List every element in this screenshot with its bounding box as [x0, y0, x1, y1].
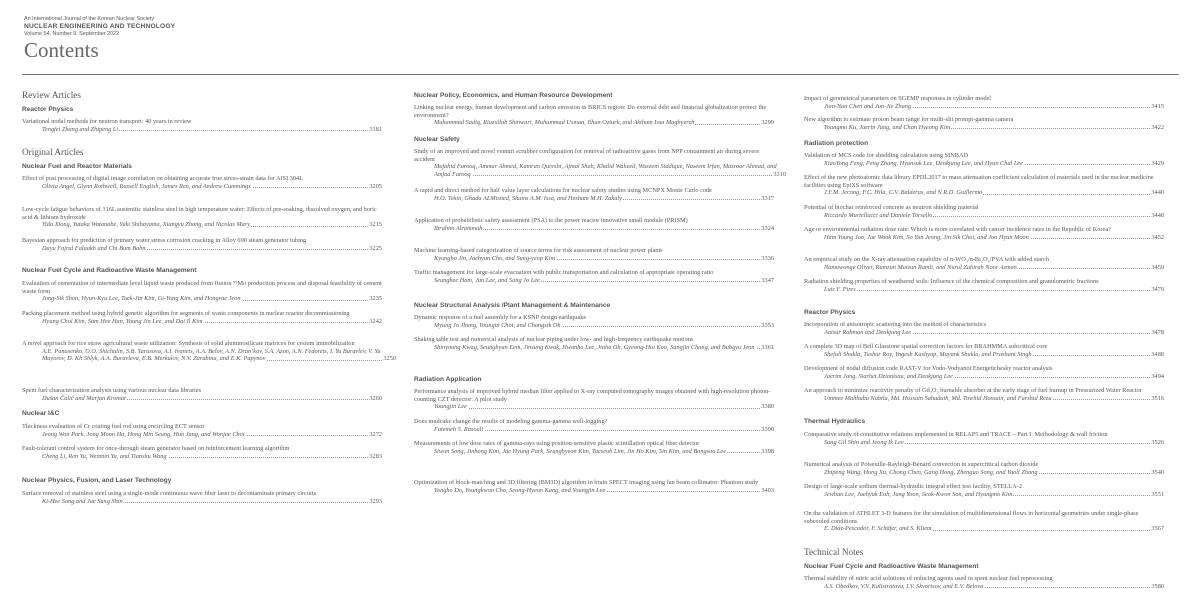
article-title[interactable]: Validation of MCS code for shielding calculation using SINBAD: [804, 152, 969, 159]
article-title[interactable]: Linking nuclear energy, human development and carbon emission in BRICS region: Do external debt and financial globalization protect the environment?: [414, 104, 767, 119]
article-entry[interactable]: [804, 116, 1164, 131]
article-title[interactable]: Thermal stability of nitric acid solutions of reducing agents used in spent nuclear fuel reprocessing: [804, 575, 1053, 582]
article-authors: Kyungho Jin, Jaehyun Cho, and Sung-yeop Kim: [434, 254, 556, 262]
article-authors-line: [804, 469, 1164, 477]
article-title[interactable]: An approach to minimize reactivity penalty of Gd₂O₃ burnable absorber at the early stage of fuel burnup in Pressurized Water Reactor: [804, 387, 1142, 394]
article-authors: Ibrahim Alrammah: [434, 224, 483, 232]
article-entry[interactable]: [414, 217, 774, 232]
page-number[interactable]: 3526: [1151, 438, 1164, 446]
article-entry[interactable]: [414, 336, 774, 351]
dot-leader: [824, 290, 1150, 291]
subsection-heading: Nuclear Safety: [414, 136, 460, 143]
article-authors-line: [804, 583, 1164, 591]
article-title[interactable]: Radiation shielding properties of weathered soils: Influence of the chemical composition and granulometric fractions: [804, 278, 1099, 285]
page-number[interactable]: 3567: [1151, 525, 1164, 533]
article-authors: Dayu Fajrul Falaakh and Chi Bum Bahn: [42, 244, 146, 252]
article-authors: Zhipeng Wang, Hong Xu, Chong Chen, Gang Hong, Zhenguo Song, and Yaoli Zhang: [824, 468, 1038, 476]
article-entry[interactable]: [804, 387, 1164, 402]
article-authors: Mujahid Farooq, Ammar Ahmed, Kamran Qureshi, Ajmal Shah, Khalid Waheed, Waseem Siddique, Naseem Irfan, Masroor Ahmad, and Amjad Farooq: [434, 163, 777, 178]
article-authors-line: [414, 448, 774, 456]
article-entry[interactable]: [804, 256, 1164, 271]
article-entry[interactable]: [22, 280, 382, 303]
article-title[interactable]: Measurements of low dose rates of gamma-rays using position-sensitive plastic scintillation optical fiber detector: [414, 440, 700, 447]
article-title[interactable]: Optimization of block-matching and 3D filtering (BM3D) algorithm in brain SPECT imaging using fan beam collimator: Phantom study: [414, 479, 759, 486]
article-authors-line: [414, 403, 774, 411]
page-number[interactable]: 3235: [369, 295, 382, 303]
page-number[interactable]: 3540: [1151, 468, 1164, 476]
article-authors: Jian-Nan Chen and Jun-Jie Zhang: [824, 102, 912, 110]
article-entry[interactable]: [804, 461, 1164, 476]
article-authors-line: [804, 373, 1164, 381]
section-heading: Review Articles: [22, 90, 81, 100]
page-number[interactable]: 3380: [761, 403, 774, 411]
article-authors-line: [804, 439, 1164, 447]
article-authors-line: [22, 183, 382, 191]
page-number[interactable]: 3494: [1151, 372, 1164, 380]
article-title[interactable]: Effect of post processing of digital image correlation on obtaining accurate true stress-strain data for AISI 304L: [22, 175, 304, 182]
dot-leader: [434, 175, 772, 176]
article-authors-line: [414, 426, 774, 434]
section-heading: Original Articles: [22, 147, 84, 157]
article-title[interactable]: Application of probabilistic safety assessment (PSA) to the power reactor innovative small module (PRISM): [414, 217, 688, 224]
page-number[interactable]: 3580: [1151, 582, 1164, 590]
article-entry[interactable]: [22, 118, 382, 133]
page-number[interactable]: 3283: [369, 452, 382, 460]
page-number[interactable]: 3260: [369, 394, 382, 402]
article-title[interactable]: Bayesian approach for prediction of primary water stress corrosion cracking in Alloy 690 steam generator tubing: [22, 237, 307, 244]
article-entry[interactable]: [804, 95, 1164, 110]
article-authors: H.O. Tekin, Ghada ALMisned, Shams A.M. Issa, and Hesham M.H. Zakaly: [434, 194, 622, 202]
article-authors: XiaoYong Feng, Peng Zhang, Hyunsuk Lee, Deokjung Lee, and Hyun Chul Lee: [824, 159, 1023, 167]
article-authors: Tengfei Zhang and Zhipeng Li: [42, 125, 119, 133]
article-authors-line: [414, 195, 774, 203]
issue-info: Volume 54, Number 9, September 2022: [24, 31, 119, 37]
article-entry[interactable]: [414, 440, 774, 455]
subsection-heading: Nuclear Fuel Cycle and Radioactive Waste Management: [22, 267, 197, 274]
article-entry[interactable]: [804, 278, 1164, 293]
article-title[interactable]: Study of an improved and novel venturi scrubber configuration for removal of radioactive gases from NPP containment air during severe accident: [414, 148, 760, 163]
article-entry[interactable]: [804, 174, 1164, 197]
article-authors-line: [22, 453, 382, 461]
article-authors: Jewhan Lee, Jaehyuk Eoh, Jung Yoon, Seok-Kwon Son, and Hyungmo Kim: [824, 490, 1013, 498]
article-entry[interactable]: [22, 490, 382, 505]
article-entry[interactable]: [414, 479, 774, 494]
article-title[interactable]: Fault-tolerant control system for once-through steam generator based on reinforcement learning algorithm: [22, 445, 290, 452]
article-entry[interactable]: [414, 247, 774, 262]
article-title[interactable]: Thickness evaluation of Cr coating fuel rod using encircling ECT sensor: [22, 423, 205, 430]
article-entry[interactable]: [22, 206, 382, 229]
subsection-heading: Nuclear Physics, Fusion, and Laser Technology: [22, 477, 172, 484]
article-authors-line: [414, 487, 774, 495]
article-entry[interactable]: [22, 340, 396, 363]
article-title[interactable]: Shaking table test and numerical analysis of nuclear piping under low- and high-frequency earthquake motions: [414, 336, 694, 343]
article-authors: Ki-Hee Song and Jae Sung Shin: [42, 497, 123, 505]
article-authors: Fatemeh S. Rasouli: [434, 425, 484, 433]
article-authors: Jong-Sik Shon, Hyun-Kyu Lee, Tack-Jin Kim, Gi-Yong Kim, and Hongrae Jeon: [42, 295, 241, 303]
subsection-heading: Nuclear Policy, Economics, and Human Resource Development: [414, 92, 613, 99]
page-number[interactable]: 3516: [1151, 394, 1164, 402]
subsection-heading: Radiation protection: [804, 140, 869, 147]
article-authors-line: [804, 351, 1164, 359]
article-entry[interactable]: [804, 152, 1164, 167]
article-entry[interactable]: [804, 204, 1164, 219]
article-authors-line: [804, 491, 1164, 499]
subsection-heading: Thermal Hydraulics: [804, 418, 866, 425]
article-entry[interactable]: [414, 269, 774, 284]
article-authors: Cheng Li, Ren Yu, Wenmin Yu, and Tianshu Wang: [42, 452, 167, 460]
article-authors-line: [414, 255, 774, 263]
page-number[interactable]: 3551: [1151, 490, 1164, 498]
article-title[interactable]: Effect of the new photoatomic data library EPDL2017 to mass attenuation coefficient calculation of materials used in the nuclear medicine facilities using EpiXS software: [804, 174, 1154, 189]
page-number[interactable]: 3429: [1151, 159, 1164, 167]
article-title[interactable]: An empirical study on the X-ray attenuation capability of n-WO₃/n-Bi₂O₃/PVA with added starch: [804, 256, 1049, 263]
article-entry[interactable]: [804, 431, 1164, 446]
page-title: Contents: [24, 38, 99, 62]
page-number[interactable]: 3361: [761, 343, 774, 351]
subsection-heading: Nuclear Structural Analysis /Plant Management & Maintenance: [414, 302, 611, 309]
article-authors-line: [414, 277, 774, 285]
society-line: An International Journal of the Korean Nuclear Society: [24, 16, 155, 22]
article-authors-line: [804, 124, 1164, 132]
article-entry[interactable]: [804, 483, 1164, 498]
article-authors-line: [22, 221, 382, 229]
article-authors-line: [804, 160, 1164, 168]
article-authors: Muhammad Sadiq, Riazullah Shinwari, Muhammad Usman, Ilhan Ozturk, and Aktham Issa Maghyereh: [434, 119, 695, 127]
article-title[interactable]: Variational nodal methods for neutron transport: 40 years in review: [22, 118, 192, 125]
article-entry[interactable]: [22, 237, 382, 252]
article-authors-line: [22, 318, 382, 326]
article-authors: Dušan Čalič and Marjan Kromar: [42, 394, 127, 402]
article-authors: Riccardo Martellucci and Daniele Torsello: [824, 211, 933, 219]
page-number[interactable]: 3225: [369, 244, 382, 252]
article-title[interactable]: Does mudcake change the results of modeling gamma-gamma well-logging?: [414, 418, 608, 425]
article-entry[interactable]: [804, 575, 1164, 590]
article-title[interactable]: Incorporation of anisotropic scattering into the method of characteristics: [804, 321, 987, 328]
article-title[interactable]: A complete 3D map of Bell Glasstone spatial correction factors for BRAHMMA subcritical core: [804, 343, 1048, 350]
article-title[interactable]: Comparative study of constitutive relations implemented in RELAP5 and TRACE – Part I: Methodology & wall friction: [804, 431, 1108, 438]
article-title[interactable]: A rapid and direct method for half value layer calculations for nuclear safety studies using MCNPX Monte Carlo code: [414, 187, 712, 194]
article-entry[interactable]: [414, 187, 774, 202]
article-authors: Shinyoung Kwag, Seunghyun Eem, Jinsung Kwak, Hwanho Lee, Jinho Oh, Gyeong-Hoi Koo, Sungjin Chang, and Bubgyu Jeon: [434, 343, 755, 351]
article-authors: Yongho Do, Youngkwon Cho, Seong-Hyeon Kang, and Youngjin Lee: [434, 486, 606, 494]
article-authors: Namuwonge Oliver, Ramzun Maizan Ramli, and Nurul Zahirah Noor Azman: [824, 263, 1017, 271]
page-number[interactable]: 3205: [369, 182, 382, 190]
page-number[interactable]: 3403: [761, 486, 774, 494]
article-title[interactable]: Packing placement method using hybrid genetic algorithm for segments of waste components in nuclear reactor decommissioning: [22, 310, 350, 317]
page-number[interactable]: 3317: [761, 194, 774, 202]
article-title[interactable]: Age or environmental radiation dose rate: Which is more correlated with cancer incidence rates in the Republic of Korea?: [804, 226, 1111, 233]
article-authors: Jaerim Jang, Siarhei Dzianisau, and Deokjung Lee: [824, 372, 953, 380]
page-number[interactable]: 3336: [761, 254, 774, 262]
journal-name: NUCLEAR ENGINEERING AND TECHNOLOGY: [24, 23, 176, 30]
article-authors: Youngjin Lee: [434, 403, 467, 411]
page-number[interactable]: 3488: [1151, 350, 1164, 358]
article-authors: Siwon Song, Jinhong Kim, Jae Hyung Park, Seunghyeon Kim, Taeseob Lim, Jin Ho Kim, Sin Kim, and Bongsoo Lee: [434, 447, 727, 455]
article-entry[interactable]: [22, 175, 382, 190]
article-title[interactable]: Dynamic response of a fuel assembly for a KSNP design earthquake: [414, 314, 587, 321]
article-authors-line: [414, 322, 774, 330]
article-entry[interactable]: [22, 387, 382, 402]
article-title[interactable]: Surface removal of stainless steel using a single-mode continuous wave fiber laser to decontaminate primary circuits: [22, 490, 316, 497]
article-title[interactable]: Numerical analysis of Poiseuille-Rayleigh-Bénard convection in supercritical carbon dioxide: [804, 461, 1039, 468]
subsection-heading: Nuclear Fuel Cycle and Radioactive Waste Management: [804, 563, 979, 570]
article-entry[interactable]: [804, 365, 1164, 380]
article-authors: J.F.M. Jecong, F.C. Hila, C.V. Balderas, and N.R.D. Guillermo: [824, 189, 983, 197]
page-number[interactable]: 3242: [369, 317, 382, 325]
subsection-heading: Nuclear I&C: [22, 410, 60, 417]
journal-masthead: [24, 16, 1184, 61]
article-authors: Hyung Chol Kim, Sam Hee Han, Young Jin Lee, and Dai Il Kim: [42, 317, 203, 325]
article-authors-line: [22, 245, 382, 253]
article-title[interactable]: Spent fuel characterization analysis using various nuclear data libraries: [22, 387, 202, 394]
article-authors: Yida Xiong, Yutaka Watanabe, Yuki Shibayama, Xiangyu Zhong, and Nicolas Mary: [42, 221, 251, 229]
article-title[interactable]: Performance analysis of improved hybrid median filter applied to X-ray computed tomography images obtained with high-resolution photon-counting CZT detector: A pilot study: [414, 388, 771, 403]
article-authors: Youngmo Ku, Jaerin Jung, and Chan Hyeong Kim: [824, 123, 951, 131]
article-authors-line: [414, 119, 774, 127]
article-title[interactable]: Traffic management for large-scale evacuation with public transportation and calculation of appropriate operating ratio: [414, 269, 714, 276]
subsection-heading: Reactor Physics: [22, 106, 74, 113]
header-divider: [22, 74, 1179, 75]
article-authors: Shefali Shukla, Tushar Roy, Yogesh Kashyap, Mayank Shukla, and Prashant Singh: [824, 350, 1032, 358]
article-title[interactable]: Evaluation of cementation of intermediate level liquid waste produced from fission ⁹⁹Mo production process and disposal feasibility of cement waste form: [22, 280, 382, 295]
article-authors: Olivia Angel, Glynn Rothwell, Russell English, James Ren, and Andrew Cummings: [42, 182, 251, 190]
article-entry[interactable]: [414, 388, 774, 411]
article-authors-line: [804, 234, 1164, 242]
page-number[interactable]: 3347: [761, 276, 774, 284]
article-title[interactable]: Machine learning-based categorization of source terms for risk assessment of nuclear power plants: [414, 247, 663, 254]
section-heading: Technical Notes: [804, 547, 864, 557]
page-number[interactable]: 3470: [1151, 285, 1164, 293]
page-number[interactable]: 3390: [761, 425, 774, 433]
article-title[interactable]: Impact of geometrical parameters on SGEMP responses in cylinder model: [804, 95, 992, 102]
article-entry[interactable]: [414, 418, 774, 433]
article-entry[interactable]: [414, 148, 786, 178]
article-authors-line: [804, 395, 1164, 403]
article-authors: Luiz F. Pires: [824, 285, 856, 293]
article-authors-line: [804, 286, 1164, 294]
article-title[interactable]: New algorithm to estimate proton beam range for multi-slit prompt-gamma camera: [804, 116, 1014, 123]
page-number[interactable]: 3250: [383, 355, 396, 363]
article-entry[interactable]: [414, 104, 774, 127]
article-authors-line: [414, 163, 786, 178]
subsection-heading: Radiation Application: [414, 376, 482, 383]
article-title[interactable]: On the validation of ATHLET 3-D features for the simulation of multidimensional flows in horizontal geometries under single-phase subcooled conditions: [804, 510, 1139, 525]
article-entry[interactable]: [22, 310, 382, 325]
article-authors: A.S. Obedkov, V.V. Kalistratova, I.V. Skvortsov, and E.V. Belova: [824, 582, 984, 590]
article-authors: A.E. Panasenko, O.O. Shichalin, S.B. Yarusova, A.I. Ivanets, A.A. Belov, A.N. Dran’kov, S.A. Azon, A.N. Fedorets, I. Yu Buravlev, V. Yu Mayorov, D. Kh Shlyk, A.A. Buravleva, E.B. Merkulov, N.V. Zarubina, and E.K. Papynov: [42, 347, 381, 363]
article-authors: Jeong Won Park, Jong Moon Ha, Hong Min Seung, Hun Jang, and Wonjae Choi: [42, 430, 245, 438]
page-number[interactable]: 3299: [761, 119, 774, 127]
article-title[interactable]: Low-cycle fatigue behaviors of 316L austenitic stainless steel in high temperature water: Effects of pre-soaking, dissolved oxygen, and boric acid & lithium hydroxide: [22, 206, 377, 221]
article-entry[interactable]: [22, 423, 382, 438]
article-authors: Seunghee Ham, Jun Lee, and Sang Jo Lee: [434, 276, 540, 284]
article-title[interactable]: Design of large-scale sodium thermal-hydraulic integral effect test facility, STELLA-2: [804, 483, 1022, 490]
subsection-heading: Nuclear Fuel and Reactor Materials: [22, 163, 132, 170]
page-number[interactable]: 3459: [1151, 263, 1164, 271]
article-authors: E. Diaz-Pescador, F. Schäfer, and S. Kliem: [824, 525, 932, 533]
article-authors-line: [22, 295, 382, 303]
page-number[interactable]: 3398: [761, 447, 774, 455]
article-entry[interactable]: [804, 321, 1164, 336]
article-authors-line: [804, 264, 1164, 272]
page-number[interactable]: 3440: [1151, 189, 1164, 197]
article-entry[interactable]: [804, 510, 1164, 533]
article-authors-line: [22, 126, 382, 134]
article-entry[interactable]: [414, 314, 774, 329]
article-authors-line: [22, 395, 382, 403]
article-authors-line: [414, 225, 774, 233]
article-entry[interactable]: [22, 445, 382, 460]
page-number[interactable]: 3310: [773, 170, 786, 178]
article-title[interactable]: Development of nodal diffusion code RAST-V for Vodo-Vodyanoi Energetichesky reactor analysis: [804, 365, 1053, 372]
article-authors-line: [22, 498, 382, 506]
page-number[interactable]: 3452: [1151, 233, 1164, 241]
page-number[interactable]: 3415: [1151, 102, 1164, 110]
article-authors: Ham Young Joo, Jae Wook Kim, So Yun Jeong, Jin Sik Choi, and Joo Hyun Moon: [824, 233, 1029, 241]
article-authors-line: [414, 344, 774, 352]
article-authors-line: [22, 348, 396, 363]
page-number[interactable]: 3324: [761, 224, 774, 232]
article-authors-line: [804, 189, 1164, 197]
article-authors: Anisur Rahman and Deokjung Lee: [824, 328, 912, 336]
article-authors: Sung Gil Shin and Jeong Ik Lee: [824, 438, 904, 446]
article-authors-line: [804, 103, 1164, 111]
page-number[interactable]: 3215: [369, 221, 382, 229]
page-number[interactable]: 3353: [761, 321, 774, 329]
article-authors: Ummee Mahbuba Nabila, Md. Hossain Sahadath, Md. Towhid Hossain, and Farshid Reza: [824, 394, 1052, 402]
page-number[interactable]: 3272: [369, 430, 382, 438]
page-number[interactable]: 3181: [369, 125, 382, 133]
article-authors-line: [804, 329, 1164, 337]
page-number[interactable]: 3478: [1151, 328, 1164, 336]
dot-leader: [434, 408, 760, 409]
article-authors-line: [804, 525, 1164, 533]
subsection-heading: Reactor Physics: [804, 309, 856, 316]
article-entry[interactable]: [804, 226, 1164, 241]
article-title[interactable]: A novel approach for rice straw agricultural waste utilization: Synthesis of solid aluminosilicate matrices for cesium immobilization: [22, 340, 355, 347]
article-authors: Myung Jo Jhung, Youngin Choi, and Changsik Oh: [434, 321, 561, 329]
page-number[interactable]: 3422: [1151, 123, 1164, 131]
article-authors-line: [22, 431, 382, 439]
article-title[interactable]: Potential of biochar reinforced concrete as neutron shielding material: [804, 204, 979, 211]
page-number[interactable]: 3293: [369, 497, 382, 505]
article-authors-line: [804, 212, 1164, 220]
page-number[interactable]: 3448: [1151, 211, 1164, 219]
article-entry[interactable]: [804, 343, 1164, 358]
